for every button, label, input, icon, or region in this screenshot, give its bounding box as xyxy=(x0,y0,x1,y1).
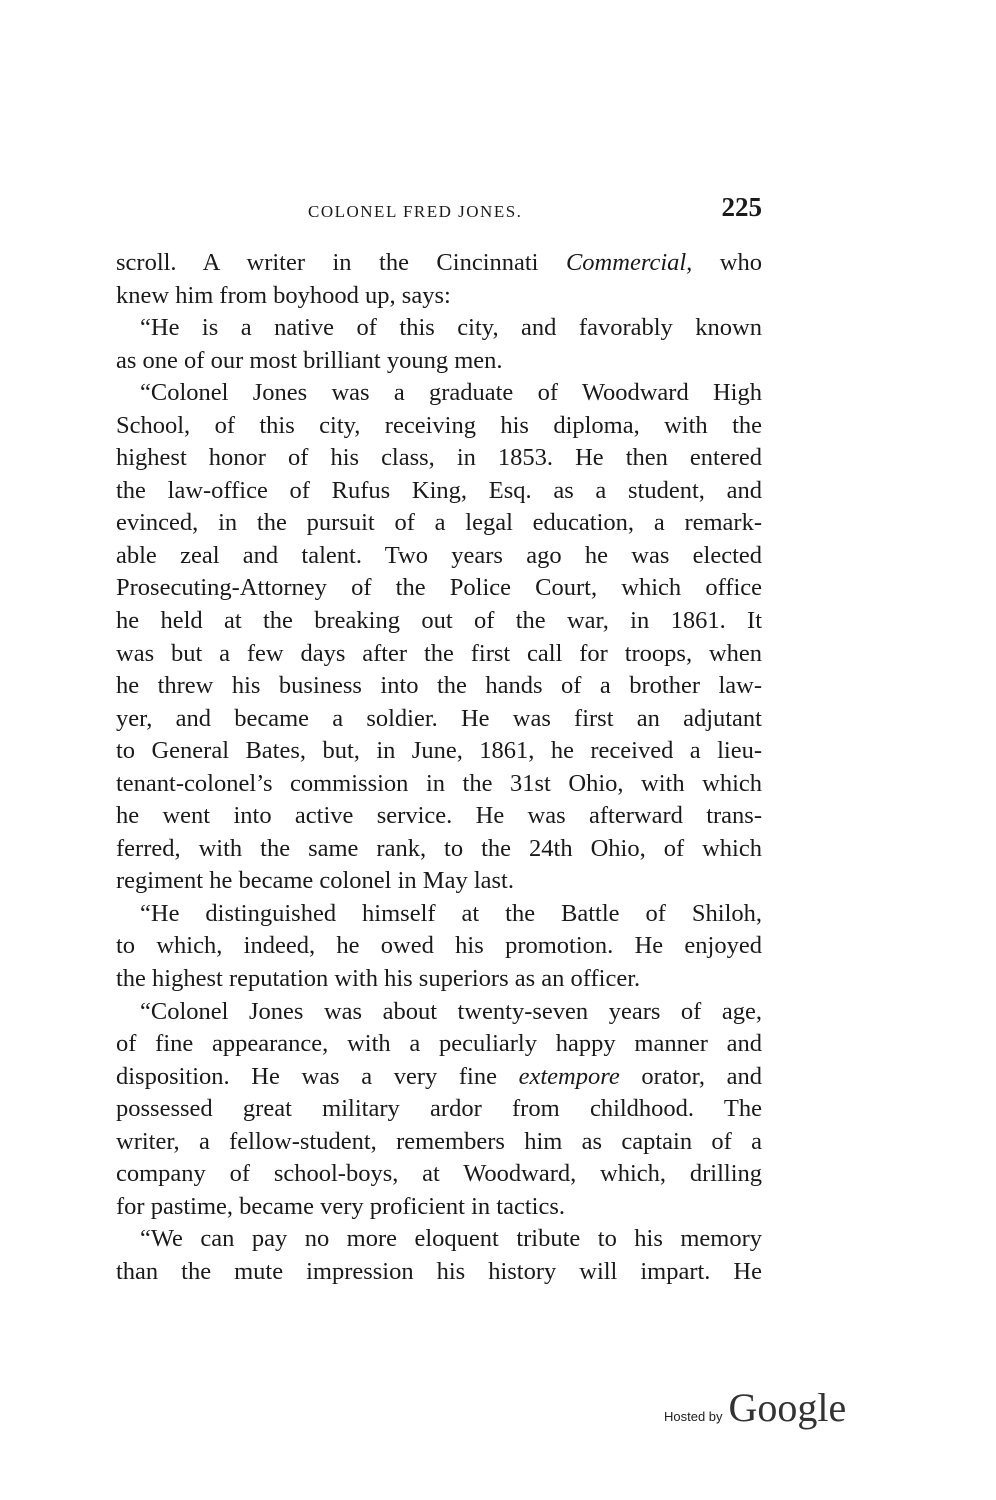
text-segment: orator, and xyxy=(619,1062,762,1090)
running-title: COLONEL FRED JONES. xyxy=(308,202,523,221)
text-segment: to General Bates, but, in June, 1861, he received a lieu- xyxy=(116,737,762,765)
hosted-by-watermark xyxy=(664,1384,846,1434)
text-segment: to which, indeed, he owed his promotion. He enjoyed xyxy=(116,932,762,960)
text-line xyxy=(116,377,762,410)
text-line xyxy=(116,1061,762,1094)
text-line xyxy=(116,1223,762,1256)
text-segment: Prosecuting-Attorney of the Police Court, which office xyxy=(116,574,762,602)
text-segment: company of school-boys, at Woodward, which, drilling xyxy=(116,1160,762,1188)
page-number: 225 xyxy=(721,192,762,222)
text-segment: ferred, with the same rank, to the 24th Ohio, of which xyxy=(116,834,762,862)
italic-text: extempore xyxy=(518,1062,620,1090)
hosted-by-label: Hosted by xyxy=(664,1409,723,1424)
text-segment: as one of our most brilliant young men. xyxy=(116,346,503,374)
text-segment: than the mute impression his history will impart. He xyxy=(116,1257,762,1285)
text-line xyxy=(116,507,762,540)
text-segment: he threw his business into the hands of a brother law- xyxy=(116,672,762,700)
text-line xyxy=(116,768,762,801)
text-line xyxy=(116,1256,762,1289)
text-segment: able zeal and talent. Two years ago he was elected xyxy=(116,541,762,569)
text-segment: “Colonel Jones was a graduate of Woodward High xyxy=(140,379,762,407)
text-segment: “He distinguished himself at the Battle of Shiloh, xyxy=(140,899,762,927)
text-line xyxy=(116,442,762,475)
text-line xyxy=(116,996,762,1029)
text-segment: disposition. He was a very fine xyxy=(116,1062,519,1090)
text-segment: the law-office of Rufus King, Esq. as a student, and xyxy=(116,476,762,504)
text-segment: regiment he became colonel in May last. xyxy=(116,867,514,895)
text-line xyxy=(116,605,762,638)
text-line xyxy=(116,1126,762,1159)
text-line xyxy=(116,735,762,768)
text-line xyxy=(116,475,762,508)
text-line xyxy=(116,410,762,443)
text-line xyxy=(116,247,762,280)
text-line xyxy=(116,540,762,573)
text-line xyxy=(116,312,762,345)
text-line xyxy=(116,638,762,671)
text-segment: “He is a native of this city, and favorably known xyxy=(140,314,762,342)
text-line xyxy=(116,572,762,605)
running-head xyxy=(116,192,762,228)
text-line xyxy=(116,345,762,378)
text-line xyxy=(116,1093,762,1126)
text-segment: writer, a fellow-student, remembers him as captain of a xyxy=(116,1127,762,1155)
text-segment: “We can pay no more eloquent tribute to his memory xyxy=(140,1225,762,1253)
text-line xyxy=(116,963,762,996)
text-line xyxy=(116,280,762,313)
text-line xyxy=(116,1191,762,1224)
text-segment: possessed great military ardor from childhood. The xyxy=(116,1095,762,1123)
text-line xyxy=(116,833,762,866)
text-line xyxy=(116,1028,762,1061)
text-segment: the highest reputation with his superiors as an officer. xyxy=(116,965,641,993)
google-logo: Google xyxy=(728,1385,847,1430)
text-line xyxy=(116,670,762,703)
text-line xyxy=(116,800,762,833)
text-segment: for pastime, became very proficient in tactics. xyxy=(116,1192,565,1220)
text-line xyxy=(116,1158,762,1191)
text-segment: was but a few days after the first call for troops, when xyxy=(116,639,762,667)
text-segment: knew him from boyhood up, says: xyxy=(116,281,451,309)
text-line xyxy=(116,898,762,931)
text-segment: School, of this city, receiving his diploma, with the xyxy=(116,411,762,439)
text-segment: evinced, in the pursuit of a legal education, a remark- xyxy=(116,509,762,537)
body-text xyxy=(116,247,762,1289)
text-line xyxy=(116,703,762,736)
text-line xyxy=(116,865,762,898)
text-segment: “Colonel Jones was about twenty-seven years of age, xyxy=(140,997,762,1025)
text-segment: of fine appearance, with a peculiarly happy manner and xyxy=(116,1030,762,1058)
text-segment: scroll. A writer in the Cincinnati xyxy=(116,249,566,276)
italic-text: Commercial, xyxy=(565,249,693,276)
text-segment: highest honor of his class, in 1853. He then entered xyxy=(116,444,762,472)
text-segment: he held at the breaking out of the war, in 1861. It xyxy=(116,607,762,635)
text-segment: tenant-colonel’s commission in the 31st Ohio, with which xyxy=(116,769,762,797)
text-segment: yer, and became a soldier. He was first an adjutant xyxy=(116,704,762,732)
text-segment: he went into active service. He was afterward trans- xyxy=(116,802,762,830)
text-segment: who xyxy=(692,249,762,276)
text-line xyxy=(116,930,762,963)
